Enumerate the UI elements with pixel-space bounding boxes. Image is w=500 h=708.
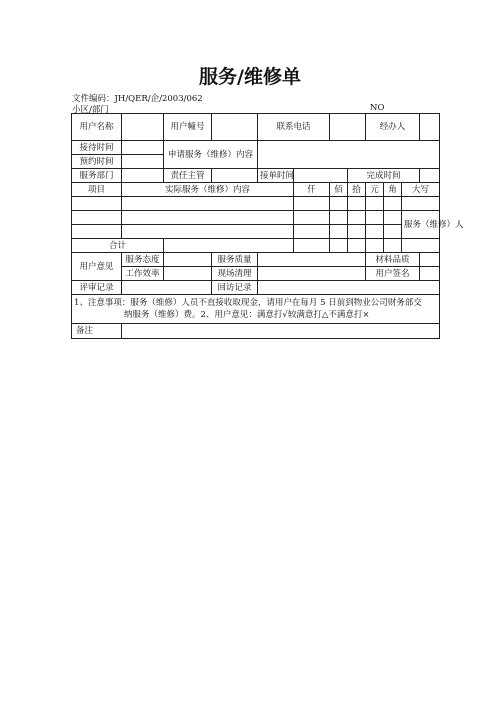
amount-cell[interactable] xyxy=(294,211,330,225)
amount-cell[interactable] xyxy=(366,197,384,211)
callback-record-field[interactable] xyxy=(258,281,440,295)
service-quality-label: 服务质量 xyxy=(212,253,258,267)
order-time-label: 接单时间 xyxy=(258,169,294,183)
service-attitude-field[interactable] xyxy=(164,253,212,267)
number-label: NO xyxy=(370,103,385,113)
service-form-table xyxy=(71,113,464,339)
amount-cell[interactable] xyxy=(330,211,348,225)
document-code: 文件编码：JH/QER/企/2003/062 xyxy=(72,94,203,104)
site-cleanup-label: 现场清理 xyxy=(212,267,258,281)
work-efficiency-field[interactable] xyxy=(164,267,212,281)
request-content-label: 申请服务（维修）内容 xyxy=(164,141,258,169)
reception-time-label: 接待时间 xyxy=(72,141,122,155)
user-name-field[interactable] xyxy=(122,114,164,141)
remark-label: 备注 xyxy=(72,324,122,339)
content-cell[interactable] xyxy=(122,211,294,225)
total-amount-cell[interactable] xyxy=(366,239,384,253)
reception-time-field[interactable] xyxy=(122,141,164,155)
user-unit-field[interactable] xyxy=(212,114,258,141)
item-cell[interactable] xyxy=(72,197,122,211)
amount-cell[interactable] xyxy=(366,225,384,239)
service-dept-field[interactable] xyxy=(122,169,164,183)
item-row xyxy=(72,211,440,225)
review-record-field[interactable] xyxy=(122,281,212,295)
actual-content-header: 实际服务（维修）内容 xyxy=(122,183,294,197)
remark-row xyxy=(72,324,440,339)
unit-jiao: 角 xyxy=(384,183,402,197)
handler-field[interactable] xyxy=(420,114,440,141)
content-cell[interactable] xyxy=(122,225,294,239)
material-quality-label: 材料品质 xyxy=(366,253,420,267)
user-signature-label: 用户签名 xyxy=(366,267,420,281)
total-row xyxy=(72,239,440,253)
amount-cell[interactable] xyxy=(330,197,348,211)
user-signature-field[interactable] xyxy=(420,267,440,281)
user-info-row xyxy=(72,114,440,141)
item-cell[interactable] xyxy=(72,225,122,239)
handler-label: 经办人 xyxy=(366,114,420,141)
opinion-row-2 xyxy=(72,267,440,281)
remark-field[interactable] xyxy=(122,324,440,339)
material-quality-field[interactable] xyxy=(420,253,440,267)
total-amount-cell[interactable] xyxy=(384,239,402,253)
daxie-header: 大写 xyxy=(402,183,440,197)
amount-cell[interactable] xyxy=(294,225,330,239)
amount-cell[interactable] xyxy=(330,225,348,239)
content-cell[interactable] xyxy=(122,197,294,211)
appointment-time-label: 预约时间 xyxy=(72,155,122,169)
items-header-row xyxy=(72,183,440,197)
complete-time-field[interactable] xyxy=(420,169,440,183)
amount-cell[interactable] xyxy=(348,197,366,211)
review-record-label: 评审记录 xyxy=(72,281,122,295)
callback-record-label: 回访记录 xyxy=(212,281,258,295)
service-quality-field[interactable] xyxy=(258,253,366,267)
item-row xyxy=(72,197,440,211)
total-label: 合计 xyxy=(72,239,164,253)
total-content-cell[interactable] xyxy=(164,239,294,253)
service-dept-label: 服务部门 xyxy=(72,169,122,183)
unit-bai: 佰 xyxy=(330,183,348,197)
dept-label: 小区/部门 xyxy=(72,105,109,115)
unit-yuan: 元 xyxy=(366,183,384,197)
total-amount-cell[interactable] xyxy=(348,239,366,253)
unit-shi: 拾 xyxy=(348,183,366,197)
unit-qian: 仟 xyxy=(294,183,330,197)
complete-time-label: 完成时间 xyxy=(348,169,420,183)
notes-row xyxy=(72,295,440,324)
site-cleanup-field[interactable] xyxy=(258,267,366,281)
total-amount-cell[interactable] xyxy=(330,239,348,253)
work-efficiency-label: 工作效率 xyxy=(122,267,164,281)
appointment-time-field[interactable] xyxy=(122,155,164,169)
service-person-label: 服务（维修）人 xyxy=(402,211,440,239)
item-cell[interactable] xyxy=(72,211,122,225)
user-name-label: 用户名称 xyxy=(72,114,122,141)
daxie-cell[interactable] xyxy=(402,197,440,211)
responsible-field[interactable] xyxy=(212,169,258,183)
notes-text xyxy=(72,295,440,324)
contact-phone-field[interactable] xyxy=(330,114,366,141)
notes-line-1: 1、注意事项：服务（维修）人员不直接收取现金，请用户在每月 5 日前到物业公司财务部交 xyxy=(74,298,422,308)
opinion-row-1 xyxy=(72,253,440,267)
service-person-field[interactable] xyxy=(402,239,440,253)
responsible-label: 责任主管 xyxy=(164,169,212,183)
amount-cell[interactable] xyxy=(384,225,402,239)
amount-cell[interactable] xyxy=(294,197,330,211)
reception-row xyxy=(72,141,440,155)
item-header: 项目 xyxy=(72,183,122,197)
amount-cell[interactable] xyxy=(384,211,402,225)
dept-row xyxy=(72,169,440,183)
order-time-field[interactable] xyxy=(294,169,348,183)
total-amount-cell[interactable] xyxy=(294,239,330,253)
amount-cell[interactable] xyxy=(366,211,384,225)
user-unit-label: 用户幢号 xyxy=(164,114,212,141)
user-opinion-label: 用户意见 xyxy=(72,253,122,281)
item-row xyxy=(72,225,440,239)
amount-cell[interactable] xyxy=(348,211,366,225)
request-content-field[interactable] xyxy=(258,141,440,169)
contact-phone-label: 联系电话 xyxy=(258,114,330,141)
service-attitude-label: 服务态度 xyxy=(122,253,164,267)
amount-cell[interactable] xyxy=(384,197,402,211)
amount-cell[interactable] xyxy=(348,225,366,239)
form-title: 服务/维修单 xyxy=(199,66,301,88)
notes-line-2: 纳服务（维修）费。2、用户意见：满意打√较满意打△不满意打× xyxy=(124,310,370,320)
review-row xyxy=(72,281,440,295)
